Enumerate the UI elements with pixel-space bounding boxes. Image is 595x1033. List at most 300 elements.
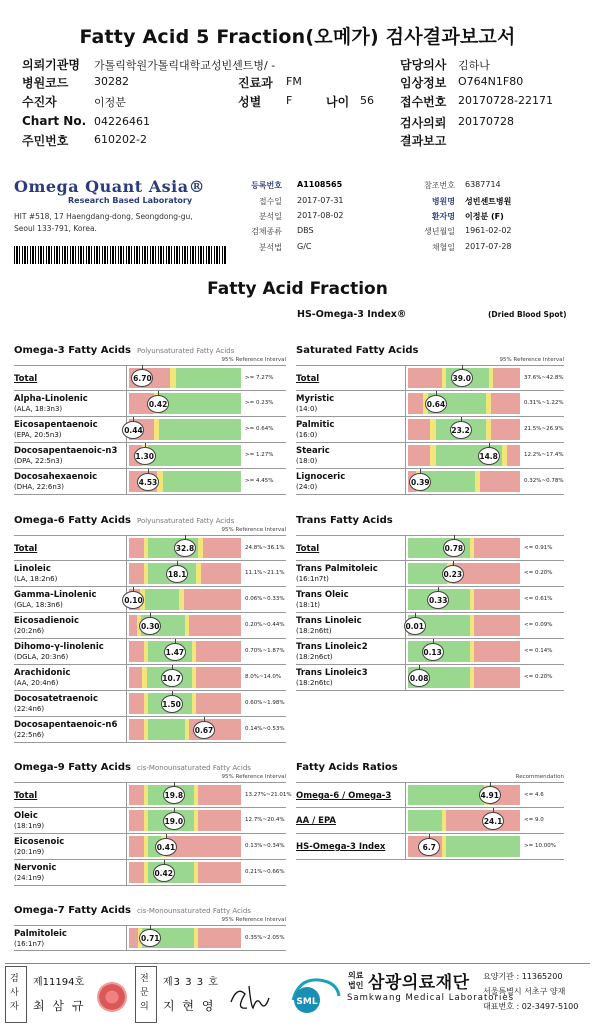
result-row — [14, 639, 286, 665]
result-name-text: Docosahexaenoic — [14, 472, 98, 482]
result-name-text: AA / EPA — [296, 816, 337, 826]
bar-band — [408, 785, 484, 805]
bar-band — [480, 471, 520, 492]
result-name-sub: (22:5n6) — [14, 731, 45, 739]
panel-ref-header: 95% Reference Interval — [221, 527, 286, 533]
result-reference: 0.60%~1.98% — [245, 700, 285, 706]
result-name-sub: (20:1n9) — [14, 848, 45, 856]
result-name-text: Nervonic — [14, 863, 57, 873]
result-marker: 4.91 — [479, 786, 501, 804]
header-label: 수진자 — [22, 95, 57, 109]
result-name-sub: (ALA, 18:3n3) — [14, 405, 63, 413]
header-left-row — [22, 56, 276, 74]
result-bar — [129, 615, 241, 636]
bar-band — [474, 538, 520, 558]
org-phone: 대표번호 : 02-3497-5100 — [483, 1002, 579, 1011]
confirm-label: 전문의 — [140, 974, 149, 1012]
org-type: 의료법인 — [348, 971, 364, 990]
doctor-name: 지 현 영 — [163, 999, 216, 1013]
panel-subtitle: Polyunsaturated Fatty Acids — [136, 517, 235, 525]
header-label: 임상정보 — [400, 76, 447, 90]
result-row — [296, 665, 564, 691]
result-bar — [129, 538, 241, 558]
header-left-row — [22, 93, 222, 111]
report-title: Fatty Acid 5 Fraction(오메가) 검사결과보고서 — [79, 26, 516, 48]
result-name-text: Trans Linoleic — [296, 616, 362, 626]
panel-6 — [14, 905, 286, 951]
result-row — [296, 391, 564, 417]
result-name-sub: (16:1n7) — [14, 940, 45, 948]
result-reference: 0.06%~0.33% — [245, 596, 285, 602]
result-marker: 1.30 — [134, 447, 156, 465]
result-name — [14, 587, 127, 612]
result-name-text: Total — [296, 374, 320, 384]
result-name — [296, 536, 406, 560]
header-mid-row — [238, 74, 338, 92]
result-bar — [405, 615, 520, 636]
sample-type: (Dried Blood Spot) — [488, 310, 567, 319]
result-row — [14, 561, 286, 587]
result-reference: >= 0.23% — [245, 400, 274, 406]
result-name-text: Total — [14, 544, 38, 554]
panel-0 — [14, 345, 286, 495]
result-row — [14, 391, 286, 417]
doctor-number: 제3 3 3 호 — [163, 977, 219, 988]
inspector-seal — [97, 982, 127, 1012]
bar-band — [491, 393, 520, 414]
bar-band — [491, 419, 520, 440]
result-row — [296, 561, 564, 587]
result-name — [14, 417, 127, 442]
bar-band — [203, 538, 241, 558]
result-row — [296, 469, 564, 495]
result-name — [296, 561, 406, 586]
bar-band — [129, 641, 144, 662]
result-name — [14, 691, 127, 716]
omega3-index-subtitle: HS-Omega-3 Index® — [297, 309, 407, 320]
result-name-sub: (18:0) — [296, 457, 318, 465]
header-label: 진료과 — [238, 76, 273, 90]
header-right-row — [400, 74, 590, 92]
panel-ref-header: 95% Reference Interval — [221, 774, 286, 780]
panel-title — [296, 345, 419, 356]
result-bar — [129, 719, 241, 740]
result-name — [296, 834, 406, 859]
meta-label: 접수일 — [258, 197, 282, 206]
result-bar — [408, 641, 520, 662]
result-reference: <= 0.09% — [524, 622, 553, 628]
bar-band — [176, 368, 241, 388]
result-marker: 0.64 — [425, 395, 447, 413]
bar-band — [189, 615, 241, 636]
bar-band — [196, 641, 241, 662]
result-name-text: Trans Linoleic2 — [296, 642, 368, 652]
result-name — [296, 808, 406, 833]
result-reference: <= 9.0 — [524, 817, 544, 823]
result-name-text: Linoleic — [14, 564, 51, 574]
meta-value: 1961-02-02 — [465, 226, 512, 235]
result-name — [14, 613, 127, 638]
result-name-sub: (24:1n9) — [14, 874, 45, 882]
result-name — [14, 639, 127, 664]
result-row — [14, 587, 286, 613]
result-name-text: Trans Palmitoleic — [296, 564, 378, 574]
panel-title — [14, 515, 234, 526]
header-value: 가톨릭학원가톨릭대학교성빈센트병/ - — [94, 59, 276, 72]
meta-label: 병원명 — [431, 197, 455, 206]
meta-value: A1108565 — [297, 180, 343, 189]
panel-title-text: Omega-3 Fatty Acids — [14, 345, 131, 356]
result-reference: 0.70%~1.87% — [245, 648, 285, 654]
result-reference: <= 0.61% — [524, 596, 553, 602]
result-reference: >= 10.00% — [524, 843, 556, 849]
result-name-text: HS-Omega-3 Index — [296, 842, 386, 852]
result-reference: 12.2%~17.4% — [524, 452, 564, 458]
result-name-text: Palmitic — [296, 420, 335, 430]
result-bar — [129, 810, 241, 831]
institution-code: 요양기관 : 11365200 — [483, 972, 563, 981]
bar-band — [129, 563, 144, 584]
result-bar — [408, 667, 520, 688]
result-marker: 32.8 — [174, 539, 196, 557]
result-row — [14, 535, 286, 561]
result-row — [14, 443, 286, 469]
panel-ref-header: Recommendation — [515, 774, 564, 780]
bar-band — [196, 667, 241, 688]
header-right-row — [400, 114, 590, 132]
header-label: 의뢰기관명 — [22, 58, 80, 72]
result-marker: 1.50 — [161, 695, 183, 713]
result-row — [14, 717, 286, 743]
header-label: 검사의뢰 — [400, 116, 447, 130]
result-reference: <= 0.20% — [524, 570, 553, 576]
fraction-title: Fatty Acid Fraction — [207, 279, 388, 299]
meta-label: 분석일 — [258, 212, 282, 221]
bar-band — [201, 563, 241, 584]
bar-band — [408, 368, 442, 388]
result-name-sub: (18:2n6tt) — [296, 627, 332, 635]
result-reference: 0.20%~0.44% — [245, 622, 285, 628]
inspector-label-box — [5, 966, 27, 1023]
result-reference: >= 1.27% — [245, 452, 274, 458]
result-reference: 24.8%~36.1% — [245, 545, 285, 551]
result-name — [14, 808, 127, 833]
result-row — [296, 613, 564, 639]
header-right-row — [400, 93, 590, 111]
header-label: Chart No. — [22, 114, 87, 128]
result-name-sub: (18:1n9) — [14, 822, 45, 830]
result-marker: 23.2 — [450, 421, 472, 439]
result-reference: <= 0.20% — [524, 674, 553, 680]
result-reference: 0.35%~2.05% — [245, 935, 285, 941]
result-row — [14, 665, 286, 691]
meta-value: 2017-07-31 — [297, 196, 344, 205]
inspector-number: 제11194호 — [33, 977, 85, 988]
result-bar — [129, 445, 241, 466]
header-value: FM — [286, 75, 302, 88]
result-name-sub: (14:0) — [296, 405, 318, 413]
result-bar — [408, 471, 520, 492]
result-marker: 6.70 — [131, 369, 153, 387]
result-row — [296, 808, 564, 834]
result-name — [14, 717, 127, 742]
org-english: Samkwang Medical Laboratories — [347, 993, 515, 1003]
bar-band — [408, 393, 423, 414]
result-reference: 12.7%~20.4% — [245, 817, 285, 823]
result-reference: >= 4.45% — [245, 478, 274, 484]
result-row — [14, 860, 286, 886]
meta-label: 생년월일 — [424, 227, 455, 236]
result-row — [296, 587, 564, 613]
result-marker: 19.8 — [163, 786, 185, 804]
result-bar — [129, 641, 241, 662]
result-bar — [408, 419, 520, 440]
result-bar — [129, 693, 241, 714]
result-marker: 0.30 — [139, 617, 161, 635]
bar-band — [129, 538, 144, 558]
result-name-sub: (16:0) — [296, 431, 318, 439]
panel-title — [14, 345, 234, 356]
panel-title-text: Omega-7 Fatty Acids — [14, 905, 131, 916]
result-name-text: Total — [296, 544, 320, 554]
inspector-label: 검사자 — [10, 974, 19, 1012]
bar-band — [474, 589, 520, 610]
result-marker: 39.0 — [451, 369, 473, 387]
result-name — [14, 860, 127, 885]
header-left-row — [22, 74, 222, 92]
result-bar — [124, 419, 241, 440]
result-row — [14, 808, 286, 834]
panel-title — [296, 762, 398, 773]
header-value: 04226461 — [94, 115, 150, 128]
result-reference: 0.31%~1.22% — [524, 400, 564, 406]
result-name-sub: (18:2n6ct) — [296, 653, 333, 661]
result-bar — [408, 563, 520, 584]
result-row — [14, 834, 286, 860]
result-name-sub: (GLA, 18:3n6) — [14, 601, 63, 609]
header-label: 성별 — [238, 95, 262, 109]
bar-band — [408, 810, 442, 831]
result-name-text: Docosapentaenoic-n6 — [14, 720, 118, 730]
meta-value: G/C — [297, 242, 312, 251]
panel-title-text: Fatty Acids Ratios — [296, 762, 398, 773]
result-name-sub: (18:2n6tc) — [296, 679, 333, 687]
header-value: F — [286, 94, 293, 107]
bar-band — [145, 589, 180, 610]
lab-address: HIT #518, 17 Haengdang-dong, Seongdong-gu, Seoul 133-791, Korea. — [14, 212, 193, 233]
result-name — [296, 469, 406, 494]
result-reference: 0.21%~0.66% — [245, 869, 285, 875]
bar-band — [163, 471, 241, 492]
org-address: 서울특별시 서초구 양재 — [483, 987, 566, 996]
result-name — [296, 366, 406, 390]
header-age-row — [326, 93, 386, 111]
result-bar — [408, 393, 520, 414]
bar-band — [198, 928, 241, 948]
result-row — [14, 613, 286, 639]
result-row — [14, 417, 286, 443]
bar-band — [159, 393, 241, 414]
bar-band — [184, 589, 241, 610]
lab-subtitle: Research Based Laboratory — [68, 196, 193, 205]
result-name-text: Total — [14, 374, 38, 384]
meta-value: 성빈센트병원 — [465, 197, 512, 206]
result-name-text: Total — [14, 791, 38, 801]
result-bar — [129, 667, 241, 688]
result-name — [14, 561, 127, 586]
panel-title-text: Omega-9 Fatty Acids — [14, 762, 131, 773]
result-name — [14, 665, 127, 690]
result-name — [296, 639, 406, 664]
panel-2 — [14, 515, 286, 743]
result-bar — [408, 785, 520, 805]
result-marker: 0.71 — [139, 929, 161, 947]
result-marker: 0.44 — [122, 421, 144, 439]
bar-band — [493, 368, 520, 388]
result-name-sub: (18:1t) — [296, 601, 320, 609]
result-name — [296, 613, 406, 638]
bar-band — [129, 810, 144, 831]
panel-title-text: Omega-6 Fatty Acids — [14, 515, 131, 526]
result-bar — [129, 836, 241, 857]
result-bar — [129, 862, 241, 883]
result-name-sub: (AA, 20:4n6) — [14, 679, 59, 687]
result-bar — [129, 471, 241, 492]
result-name-sub: (20:2n6) — [14, 627, 45, 635]
meta-label: 검체종류 — [251, 227, 282, 236]
result-reference: <= 0.14% — [524, 648, 553, 654]
result-name — [14, 834, 127, 859]
result-bar — [124, 589, 241, 610]
panel-1 — [296, 345, 564, 495]
result-row — [296, 782, 564, 808]
header-right-row — [400, 56, 590, 74]
omega-quant-logo: Omega Quant Asia® — [14, 177, 206, 196]
bar-band — [198, 785, 241, 805]
result-name-sub: (16:1n7t) — [296, 575, 329, 583]
result-marker: 0.39 — [409, 473, 431, 491]
result-name-sub: (22:4n6) — [14, 705, 45, 713]
result-name-text: Lignoceric — [296, 472, 346, 482]
result-bar — [408, 810, 520, 831]
bar-band — [129, 693, 144, 714]
header-label: 주민번호 — [22, 134, 69, 148]
bar-band — [198, 862, 241, 883]
result-bar — [408, 538, 520, 558]
result-reference: >= 0.64% — [245, 426, 274, 432]
result-marker: 0.10 — [122, 591, 144, 609]
result-marker: 10.7 — [161, 669, 183, 687]
result-marker: 0.13 — [422, 643, 444, 661]
result-bar — [408, 836, 520, 857]
result-reference: 0.14%~0.53% — [245, 726, 285, 732]
bar-band — [474, 615, 520, 636]
panel-title — [14, 762, 251, 773]
result-row — [14, 782, 292, 808]
result-row — [296, 834, 564, 860]
result-name-text: Eicosapentaenoic — [14, 420, 98, 430]
result-marker: 0.42 — [153, 864, 175, 882]
result-reference: 37.6%~42.8% — [524, 375, 564, 381]
header-mid-row — [238, 93, 338, 111]
barcode — [14, 246, 226, 264]
result-marker: 18.1 — [166, 565, 188, 583]
result-name-text: Dihomo-γ-linolenic — [14, 642, 104, 652]
result-name — [14, 783, 127, 807]
inspector-name: 최 삼 규 — [33, 999, 86, 1013]
bar-band — [408, 445, 430, 466]
bar-band — [408, 419, 430, 440]
result-name-sub: (EPA, 20:5n3) — [14, 431, 62, 439]
result-name-sub: (LA, 18:2n6) — [14, 575, 58, 583]
meta-label: 참조번호 — [424, 181, 455, 190]
meta-label: 분석법 — [258, 243, 282, 252]
result-name-text: Trans Oleic — [296, 590, 349, 600]
result-bar — [129, 368, 241, 388]
result-name-sub: (DGLA, 20:3n6) — [14, 653, 69, 661]
result-marker: 0.41 — [155, 838, 177, 856]
meta-value: 6387714 — [465, 180, 501, 189]
result-name-text: Eicosenoic — [14, 837, 65, 847]
panel-5 — [296, 762, 564, 860]
result-marker: 0.01 — [404, 617, 426, 635]
header-left-row — [22, 132, 222, 150]
result-reference: <= 0.91% — [524, 545, 553, 551]
result-name-text: Stearic — [296, 446, 330, 456]
header-label: 나이 — [326, 95, 350, 109]
result-name-text: Docosapentaenoic-n3 — [14, 446, 118, 456]
bar-band — [474, 641, 520, 662]
panel-4 — [14, 762, 292, 886]
header-label: 결과보고 — [400, 134, 447, 148]
meta-value: 2017-08-02 — [297, 211, 344, 220]
result-name-text: Trans Linoleic3 — [296, 668, 368, 678]
panel-ref-header: 95% Reference Interval — [221, 357, 286, 363]
result-name — [296, 417, 406, 442]
result-row — [296, 535, 564, 561]
result-bar — [129, 785, 241, 805]
org-name: 삼광의료재단 — [368, 973, 470, 993]
panel-3 — [296, 515, 564, 691]
result-reference: >= 7.27% — [245, 375, 274, 381]
header-value: 이정분 — [94, 96, 126, 109]
result-marker: 0.42 — [147, 395, 169, 413]
result-row — [14, 469, 286, 495]
bar-band — [148, 445, 241, 466]
bar-band — [196, 693, 241, 714]
result-marker: 6.7 — [418, 838, 440, 856]
bar-band — [129, 615, 137, 636]
result-name — [296, 587, 406, 612]
meta-value: DBS — [297, 226, 314, 235]
doctor-signature — [223, 980, 273, 1016]
meta-label: 등록번호 — [251, 181, 282, 190]
result-reference: <= 4.6 — [524, 792, 544, 798]
sml-logo — [289, 970, 345, 1016]
result-name — [296, 665, 406, 690]
bar-band — [198, 810, 241, 831]
result-name-text: Oleic — [14, 811, 38, 821]
result-name-text: Palmitoleic — [14, 929, 67, 939]
bar-band — [446, 836, 520, 857]
result-name-sub: (DHA, 22:6n3) — [14, 483, 64, 491]
bar-band — [507, 445, 520, 466]
header-label: 병원코드 — [22, 76, 69, 90]
header-value: 20170728-22171 — [458, 94, 553, 107]
result-marker: 0.08 — [408, 669, 430, 687]
bar-band — [129, 862, 144, 883]
result-name — [296, 783, 406, 807]
